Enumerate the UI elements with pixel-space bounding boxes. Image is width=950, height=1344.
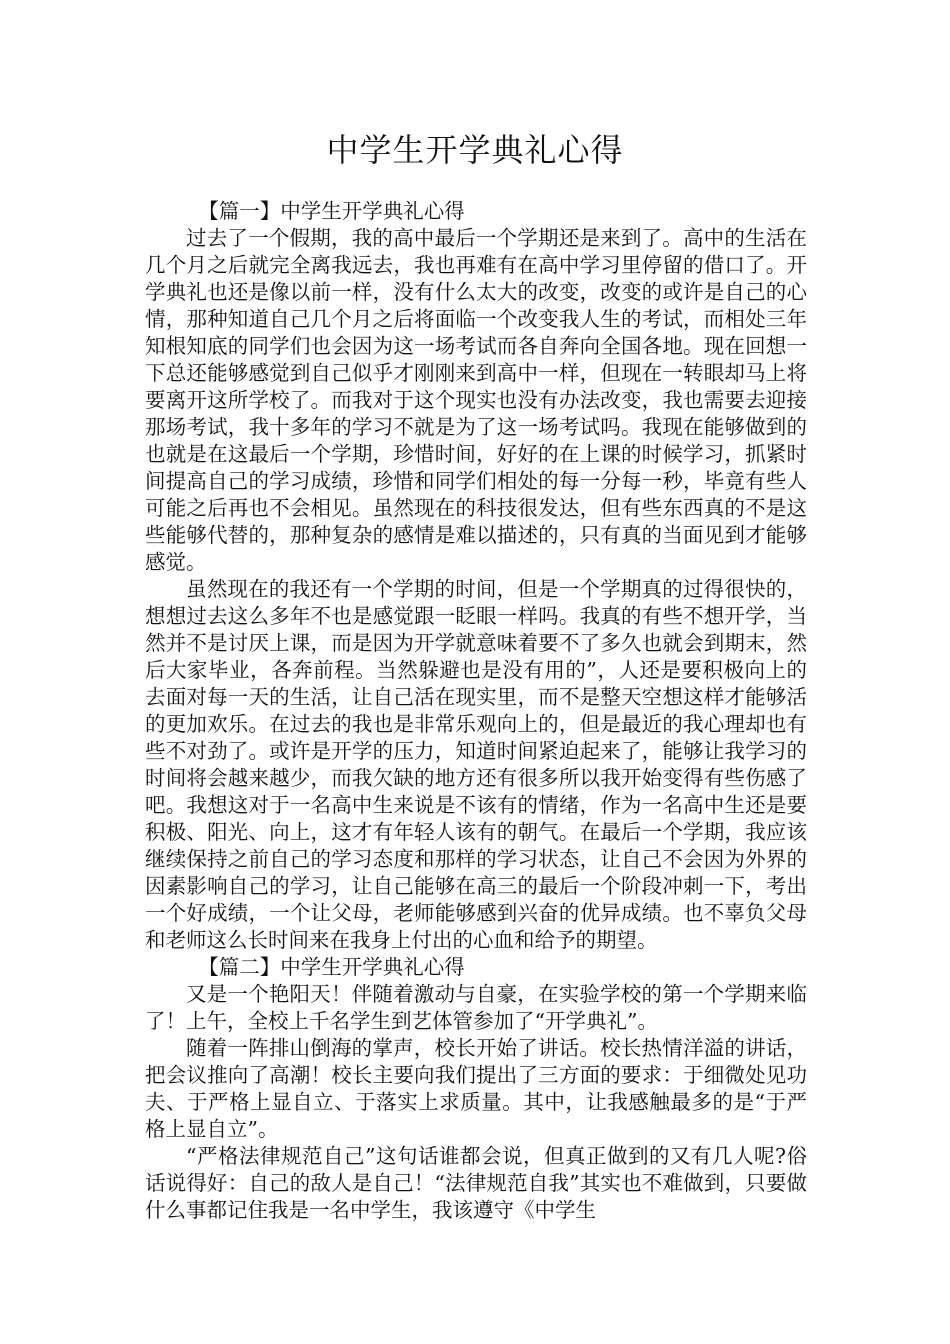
paragraph: 过去了一个假期，我的高中最后一个学期还是来到了。高中的生活在几个月之后就完全离我远去，我也再难有在高中学习里停留的借口了。开学典礼也还是像以前一样，没有什么太大的改变，改变的或许是自己的心情，那种知道自己几个月之后将面临一个改变我人生的考试，而相处三年知根知底的同学们也会因为这一场考试而各自奔向全国各地。现在回想一下总还能够感觉到自己似乎才刚刚来到高中一样，但现在一转眼却马上将要离开这所学校了。而我对于这个现实也没有办法改变，我也需要去迎接那场考试，我十多年的学习不就是为了这一场考试吗。我现在能够做到的也就是在这最后一个学期，珍惜时间，好好的在上课的时候学习，抓紧时间提高自己的学习成绩，珍惜和同学们相处的每一分每一秒，毕竟有些人可能之后再也不会相见。虽然现在的科技很发达，但有些东西真的不是这些能够代替的，那种复杂的感情是难以描述的，只有真的当面见到才能够感觉。 [145, 226, 807, 574]
paragraph: 又是一个艳阳天！伴随着激动与自豪，在实验学校的第一个学期来临了！上午，全校上千名学生到艺体管参加了“开学典礼”。 [145, 982, 807, 1033]
paragraph: 随着一阵排山倒海的掌声，校长开始了讲话。校长热情洋溢的讲话，把会议推向了高潮！校长主要向我们提出了三方面的要求：于细微处见功夫、于严格上显自立、于落实上求质量。其中，让我感触最多的是“于严格上显自立”。 [145, 1036, 807, 1141]
paragraph: 虽然现在的我还有一个学期的时间，但是一个学期真的过得很快的，想想过去这么多年不也是感觉跟一眨眼一样吗。我真的有些不想开学，当然并不是讨厌上课，而是因为开学就意味着要不了多久也就会到期末，然后大家毕业，各奔前程。当然躲避也是没有用的”，人还是要积极向上的去面对每一天的生活，让自己活在现实里，而不是整天空想这样才能够活的更加欢乐。在过去的我也是非常乐观向上的，但是最近的我心理却也有些不对劲了。或许是开学的压力，知道时间紧迫起来了，能够让我学习的时间将会越来越少，而我欠缺的地方还有很多所以我开始变得有些伤感了吧。我想这对于一名高中生来说是不该有的情绪，作为一名高中生还是要积极、阳光、向上，这才有年轻人该有的朝气。在最后一个学期，我应该继续保持之前自己的学习态度和那样的学习状态，让自己不会因为外界的因素影响自己的学习，让自己能够在高三的最后一个阶段冲刺一下，考出一个好成绩，一个让父母，老师能够感到兴奋的优异成绩。也不辜负父母和老师这么长时间来在我身上付出的心血和给予的期望。 [145, 577, 807, 952]
paragraph: “严格法律规范自己”这句话谁都会说，但真正做到的又有几人呢?俗话说得好：自己的敌人是自己！“法律规范自我”其实也不难做到，只要做什么事都记住我是一名中学生，我该遵守《中学生 [145, 1144, 807, 1222]
document-body [145, 198, 807, 1224]
section-heading: 【篇一】中学生开学典礼心得 [198, 199, 465, 223]
section-heading: 【篇二】中学生开学典礼心得 [198, 955, 465, 979]
document-title: 中学生开学典礼心得 [326, 131, 624, 169]
